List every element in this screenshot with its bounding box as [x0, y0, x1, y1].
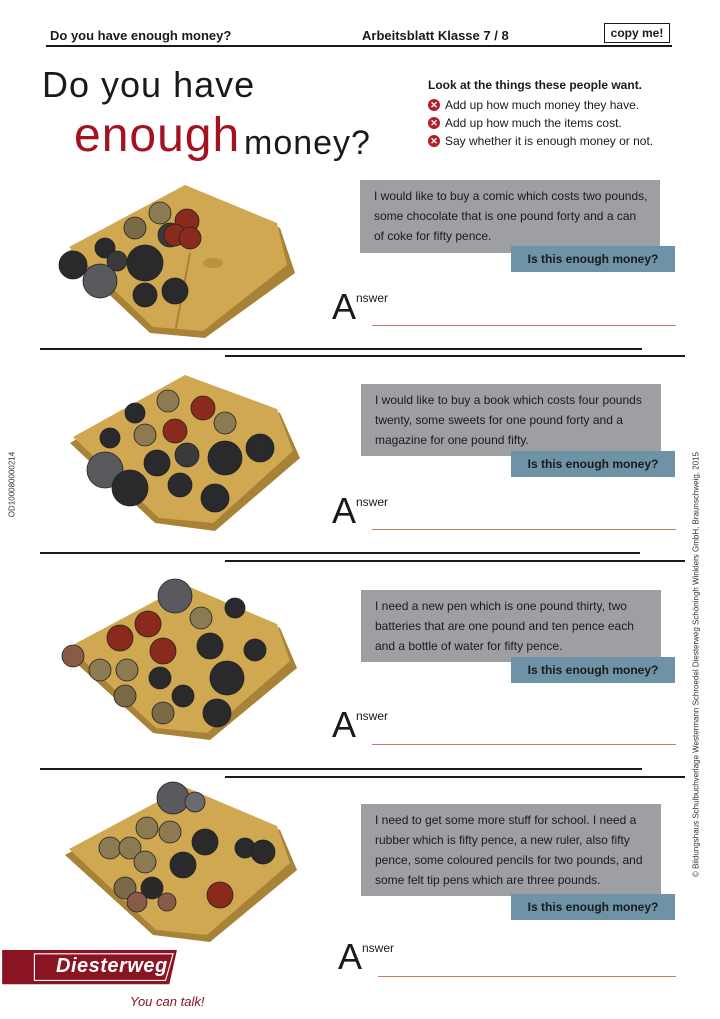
section-divider [225, 355, 685, 357]
section-divider [40, 348, 642, 350]
coin-tray-image-2 [65, 373, 305, 533]
answer-label: nswer [356, 495, 389, 509]
question-label: Is this enough money? [511, 894, 675, 920]
question-label: Is this enough money? [511, 451, 675, 477]
document-code: OD100080000214 [7, 451, 17, 518]
brand-slogan: You can talk! [130, 994, 205, 1009]
instruction-item [428, 98, 639, 112]
coin-tray-image-1 [55, 183, 305, 343]
instruction-item [428, 116, 622, 130]
section-divider [225, 560, 685, 562]
instruction-text: Add up how much money they have. [445, 98, 640, 112]
instruction-text: Say whether it is enough money or not. [445, 134, 654, 148]
copyright-note: © Bildungshaus Schulbuchverlage Westermann Schroedel Diesterweg Schöningh Winklers GmbH, Braunschweig, 2015 [691, 451, 701, 878]
answer-label: nswer [356, 709, 389, 723]
speech-box: I would like to buy a comic which costs two pounds, some chocolate that is one pound forty and a can of coke for fifty pence. [360, 180, 660, 253]
answer-label: nswer [356, 291, 389, 305]
answer-line[interactable] [372, 529, 676, 530]
question-label: Is this enough money? [511, 246, 675, 272]
speech-box: I would like to buy a book which costs four pounds twenty, some sweets for one pound forty and a magazine for one pound fifty. [361, 384, 661, 456]
answer-initial: A [338, 936, 363, 977]
cross-bullet-icon: ✕ [428, 117, 440, 129]
brand-name: Diesterweg [56, 955, 168, 977]
title-word-enough: enough [74, 109, 241, 162]
coin-tray-image-4 [55, 780, 305, 945]
header-divider [46, 45, 672, 47]
answer-initial: A [332, 490, 357, 531]
answer-initial: A [332, 286, 357, 327]
speech-box: I need a new pen which is one pound thirty, two batteries that are one pound and ten pence each and a bottle of water for fifty pence. [361, 590, 661, 662]
answer-line[interactable] [372, 744, 676, 745]
section-divider [40, 768, 642, 770]
answer-line[interactable] [378, 976, 676, 977]
instruction-item [428, 134, 653, 148]
answer-label: nswer [362, 941, 395, 955]
coin-tray-image-3 [55, 578, 305, 743]
section-divider [40, 552, 640, 554]
answer-line[interactable] [372, 325, 676, 326]
question-label: Is this enough money? [511, 657, 675, 683]
cross-bullet-icon: ✕ [428, 99, 440, 111]
copy-me-badge: copy me! [604, 23, 670, 43]
speech-box: I need to get some more stuff for school. I need a rubber which is fifty pence, a new ruler, also fifty pence, some coloured pencils for two pounds, and some felt tip pens which are three pounds. [361, 804, 661, 896]
instruction-text: Add up how much the items cost. [445, 116, 622, 130]
header-title: Do you have enough money? [50, 28, 232, 43]
instructions-heading: Look at the things these people want. [428, 78, 643, 92]
answer-initial: A [332, 704, 357, 745]
title-line-1: Do you have [42, 64, 256, 105]
title-word-money: money? [244, 124, 371, 162]
header-worksheet-label: Arbeitsblatt Klasse 7 / 8 [362, 28, 509, 43]
section-divider [225, 776, 685, 778]
cross-bullet-icon: ✕ [428, 135, 440, 147]
